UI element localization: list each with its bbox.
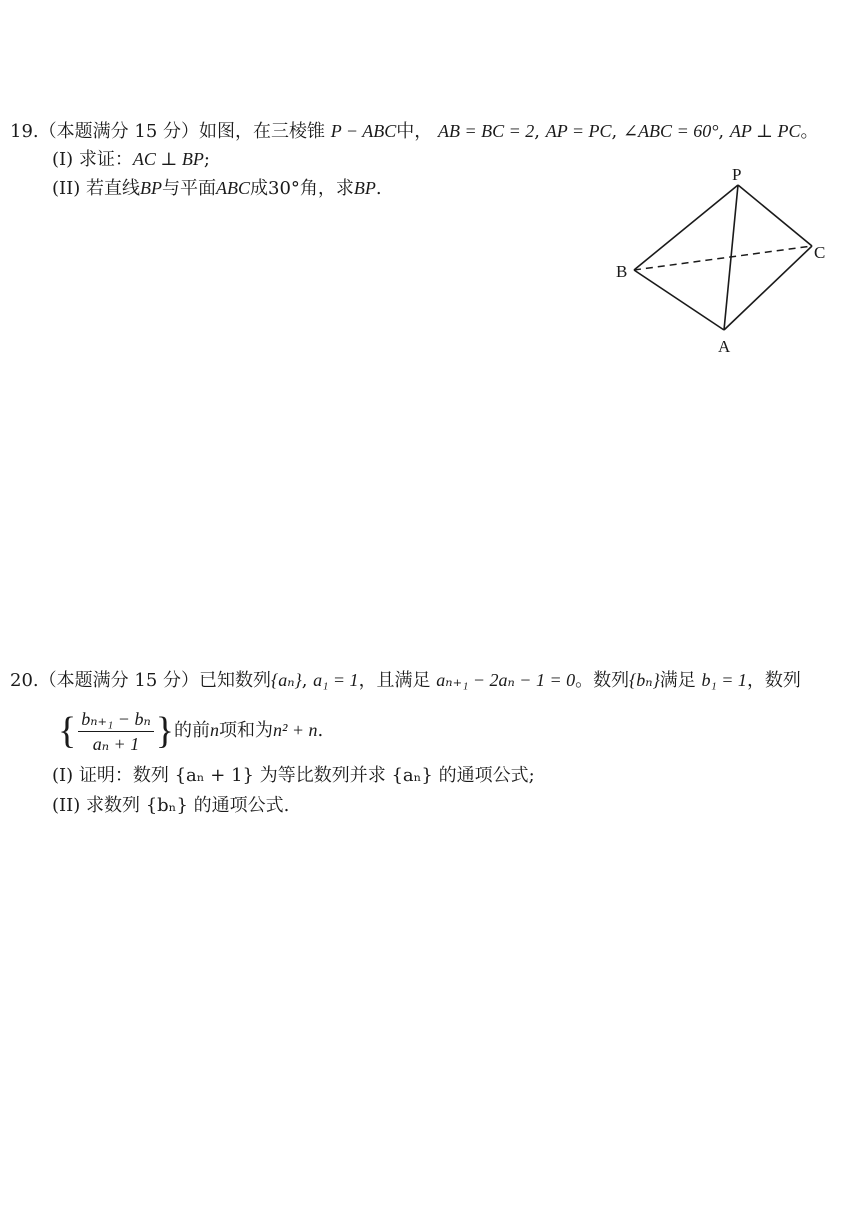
q19-tetra: P − ABC	[330, 121, 397, 141]
q19-number: 19.	[10, 121, 39, 142]
label-c: C	[814, 243, 826, 262]
q19-stem: 19.（本题满分 15 分）如图，在三棱锥 P − ABC中， AB = BC = 2, AP = PC, ∠ABC = 60°, AP ⊥ PC。	[10, 121, 819, 142]
right-brace: }	[155, 710, 174, 752]
q20-stem: 20.（本题满分 15 分）已知数列{aₙ}, a₁ = 1，且满足 aₙ₊₁ − 2aₙ − 1 = 0。数列{bₙ}满足 b₁ = 1，数列	[10, 670, 801, 691]
q19-part2: (II) 若直线BP与平面ABC成30°角，求BP.	[52, 178, 382, 199]
q20-recur: aₙ₊₁ − 2aₙ − 1 = 0	[436, 670, 576, 690]
label-a: A	[718, 337, 731, 356]
left-brace: {	[58, 710, 77, 752]
q19-cond2: AP = PC	[545, 121, 612, 141]
q20-sum-expr: n² + n	[273, 720, 318, 740]
q19-cond3: ∠ABC = 60°	[622, 121, 719, 141]
label-b: B	[616, 262, 628, 281]
q20-seq-a: {aₙ}	[271, 670, 302, 690]
q20-cond-text: ，且满足	[358, 670, 431, 691]
q20-b1: b₁ = 1	[701, 670, 747, 690]
tetrahedron-figure	[600, 160, 840, 360]
edge-pb	[634, 185, 738, 270]
q19-mid: 中，	[396, 121, 433, 142]
q20-frac-num: bₙ₊₁ − bₙ	[78, 709, 154, 732]
q19-part2-angle: 成30°角，求	[250, 178, 354, 199]
q19-part1-math: AC ⊥ BP	[132, 149, 204, 169]
q19-part2-label: (II) 若直线	[52, 178, 140, 199]
q20-part1: (I) 证明：数列 {aₙ + 1} 为等比数列并求 {aₙ} 的通项公式;	[52, 765, 535, 786]
q19-part2-text: 与平面	[162, 178, 216, 199]
q19-part2-bp2: BP	[353, 178, 376, 198]
q20-header: （本题满分 15 分）已知数列	[38, 670, 271, 691]
q20-sum-text2: 项和为	[219, 720, 273, 741]
q20-b-cond-text: 满足	[659, 670, 696, 691]
edge-ca	[724, 246, 812, 330]
q20-frac-den: aₙ + 1	[92, 733, 140, 754]
q19-header: （本题满分 15 分）如图，在三棱锥	[38, 121, 325, 142]
q20-sum-line: { $\frac{\text{bₙ₊₁ − bₙ}}{\text{aₙ + 1}}$ }的前n项和为n² + n.	[58, 708, 324, 754]
q20-sum-text: 的前	[174, 720, 210, 741]
q19-cond1: AB = BC = 2	[437, 121, 535, 141]
q20-part2: (II) 求数列 {bₙ} 的通项公式.	[52, 795, 290, 816]
q19-part1-label: (I) 求证：	[52, 149, 133, 170]
q20-fraction	[78, 709, 154, 754]
q19-cond4: AP ⊥ PC	[729, 121, 801, 141]
q20-seq-b: {bₙ}	[629, 670, 660, 690]
q19-part2-abc: ABC	[216, 178, 250, 198]
edge-bc-dashed	[634, 246, 812, 270]
q20-tail: ，数列	[746, 670, 801, 691]
q20-seq-b-text: 。数列	[575, 670, 630, 691]
q19-part1: (I) 求证：AC ⊥ BP;	[52, 149, 210, 170]
q20-n: n	[210, 720, 219, 740]
q20-number: 20.	[10, 670, 39, 691]
edge-pc	[738, 185, 812, 246]
edge-ba	[634, 270, 724, 330]
label-p: P	[732, 165, 742, 184]
q19-part2-bp: BP	[140, 178, 162, 198]
q20-a1: a₁ = 1	[313, 670, 359, 690]
